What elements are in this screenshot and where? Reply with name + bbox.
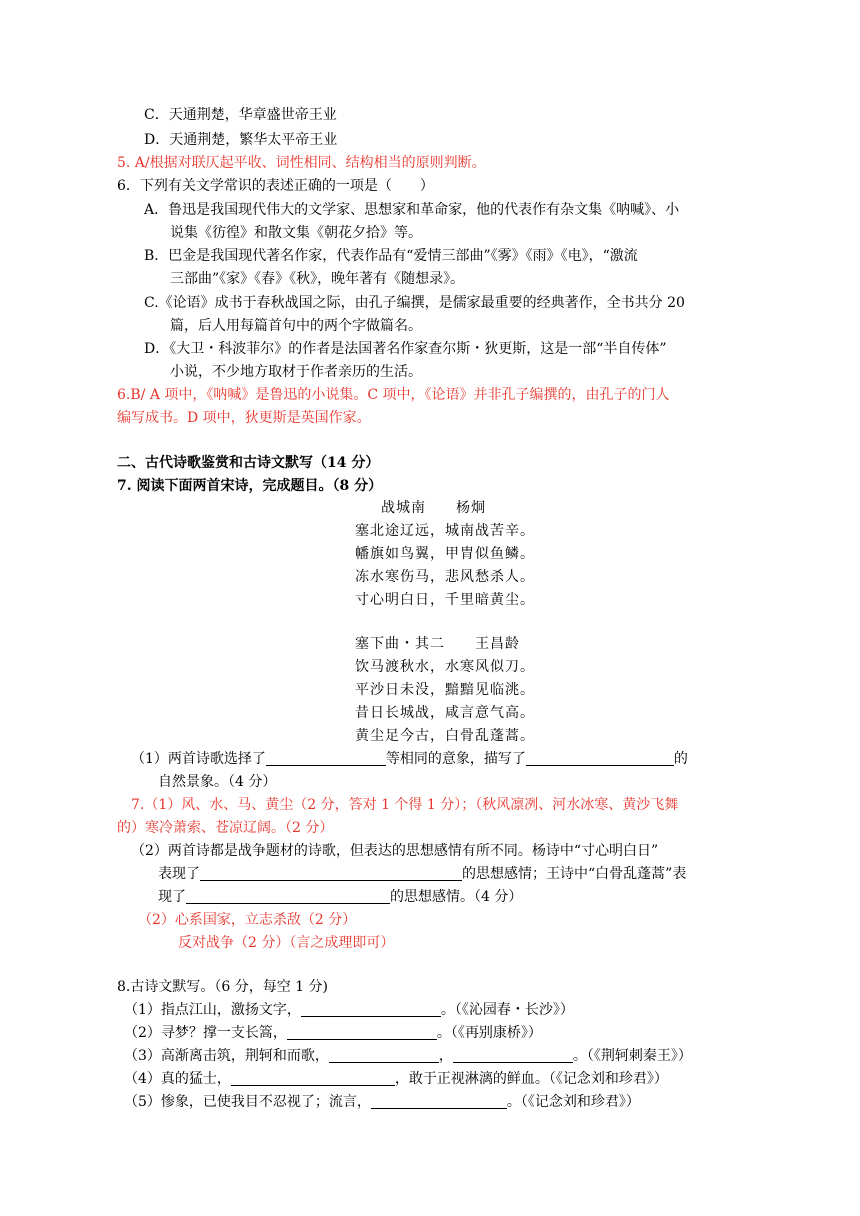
q8-blank-3b[interactable]: [453, 1047, 573, 1063]
q8-blank-5[interactable]: [371, 1093, 507, 1109]
q8-text: ，: [438, 1048, 453, 1064]
q7-sub1-blank-scenery[interactable]: [526, 750, 674, 766]
q7-sub2-text: 表现了: [158, 866, 200, 882]
poem1-line: 冻水寒伤马，悲风愁杀人。: [355, 569, 535, 585]
poem2-title: 塞下曲・其二 王昌龄: [355, 636, 520, 652]
poem1-title: 战城南 杨炯: [381, 500, 486, 516]
q7-sub1-line2: 自然景象。（4 分）: [158, 774, 277, 790]
q7-answer1-line1: 7.（1）风、水、马、黄尘（2 分，答对 1 个得 1 分）；（秋风凛冽、河水冰寒、黄沙飞舞: [131, 797, 679, 813]
q7-sub1-text: （1）两首诗歌选择了: [131, 751, 266, 767]
q6-option-b-line1: B．巴金是我国现代著名作家，代表作品有“爱情三部曲”《雾》《雨》《电》，“激流: [144, 248, 638, 264]
q7-stem: 7. 阅读下面两首宋诗，完成题目。（8 分）: [117, 478, 383, 494]
q8-text: （5）惨象，已使我目不忍视了；流言，: [124, 1094, 371, 1110]
poem1-line: 幡旗如鸟翼，甲胄似鱼鳞。: [355, 546, 535, 562]
poem1-line: 寸心明白日，千里暗黄尘。: [355, 592, 535, 608]
q8-item-1: [124, 999, 574, 1021]
q6-answer-line2: 编写成书。D 项中，狄更斯是英国作家。: [117, 410, 371, 426]
q8-item-2: [124, 1022, 542, 1044]
q7-answer2-line1: （2）心系国家，立志杀敌（2 分）: [138, 912, 357, 928]
poem2-line: 平沙日未没，黯黯见临洮。: [355, 682, 535, 698]
q8-text: （1）指点江山，激扬文字，: [124, 1002, 301, 1018]
q6-option-d-line1: D．《大卫・科波菲尔》的作者是法国著名作家查尔斯・狄更斯，这是一部“半自传体”: [144, 341, 667, 357]
q6-stem: 6．下列有关文学常识的表述正确的一项是（ ）: [117, 178, 434, 194]
q7-sub2-line2: [158, 863, 686, 885]
q8-text: （2）寻梦？撑一支长篙，: [124, 1025, 287, 1041]
q8-text: （4）真的猛士，: [124, 1071, 231, 1087]
q7-sub2-line1: （2）两首诗都是战争题材的诗歌，但表达的思想感情有所不同。杨诗中“寸心明白日”: [131, 843, 659, 859]
q8-blank-1[interactable]: [301, 1001, 441, 1017]
q6-option-a-line1: A．鲁迅是我国现代伟大的文学家、思想家和革命家，他的代表作有杂文集《呐喊》、小: [144, 202, 680, 218]
q7-sub2-blank-yang[interactable]: [200, 865, 462, 881]
q6-option-b-line2: 三部曲”《家》《春》《秋》，晚年著有《随想录》。: [170, 271, 465, 287]
q8-item-4: [124, 1068, 668, 1090]
q7-sub2-text: 现了: [158, 889, 186, 905]
q7-sub2-line3: [158, 886, 522, 908]
q5-answer: 5. A/根据对联仄起平收、词性相同、结构相当的原则判断。: [117, 155, 486, 171]
q8-item-3: [124, 1045, 692, 1067]
q8-stem: 8.古诗文默写。（6 分，每空 1 分): [117, 979, 328, 995]
q6-option-c-line2: 篇，后人用每篇首句中的两个字做篇名。: [170, 318, 422, 334]
poem2-line: 黄尘足今古，白骨乱蓬蒿。: [355, 728, 535, 744]
poem1-line: 塞北途辽远，城南战苦辛。: [355, 523, 535, 539]
q8-text: 。（《再别康桥》）: [436, 1025, 542, 1041]
q8-text: 。（《沁园春・长沙》）: [440, 1002, 574, 1018]
q7-sub1-text: 的: [673, 751, 688, 767]
q7-sub2-text: 的思想感情。（4 分）: [390, 889, 523, 905]
q7-sub1-line1: [131, 748, 688, 770]
q8-text: 。（《荆轲刺秦王》）: [572, 1048, 692, 1064]
q5-option-c: C．天通荆楚，华章盛世帝王业: [144, 107, 337, 123]
q5-option-d: D．天通荆楚，繁华太平帝王业: [144, 132, 338, 148]
q7-answer1-line2: 的）寒冷萧索、苍凉辽阔。（2 分）: [117, 820, 334, 836]
q8-text: （3）高渐离击筑，荆轲和而歌，: [124, 1048, 329, 1064]
q7-sub1-text: 等相同的意象，描写了: [385, 751, 526, 767]
q8-blank-2[interactable]: [287, 1024, 437, 1040]
q8-blank-3a[interactable]: [329, 1047, 439, 1063]
q8-blank-4[interactable]: [231, 1070, 395, 1086]
q7-answer2-line2: 反对战争（2 分）（言之成理即可）: [178, 935, 395, 951]
q7-sub2-blank-wang[interactable]: [186, 888, 390, 904]
q6-option-a-line2: 说集《彷徨》和散文集《朝花夕拾》等。: [170, 225, 422, 241]
q8-item-5: [124, 1091, 640, 1113]
poem2-line: 昔日长城战，咸言意气高。: [355, 705, 535, 721]
q8-text: ，敢于正视淋漓的鲜血。（《记念刘和珍君》）: [394, 1071, 668, 1087]
q8-text: 。（《记念刘和珍君》）: [506, 1094, 640, 1110]
q6-option-d-line2: 小说，不少地方取材于作者亲历的生活。: [170, 364, 422, 380]
q6-option-c-line1: C.《论语》成书于春秋战国之际，由孔子编撰，是儒家最重要的经典著作，全书共分 20: [144, 295, 685, 311]
q7-sub2-text: 的思想感情；王诗中“白骨乱蓬蒿”表: [462, 866, 687, 882]
q6-answer-line1: 6.B/ A 项中，《呐喊》是鲁迅的小说集。C 项中，《论语》并非孔子编撰的，由孔子的门人: [117, 387, 670, 403]
poem2-line: 饮马渡秋水，水寒风似刀。: [355, 659, 535, 675]
q7-sub1-blank-imagery[interactable]: [266, 750, 386, 766]
section-heading: 二、古代诗歌鉴赏和古诗文默写（14 分）: [117, 455, 380, 471]
